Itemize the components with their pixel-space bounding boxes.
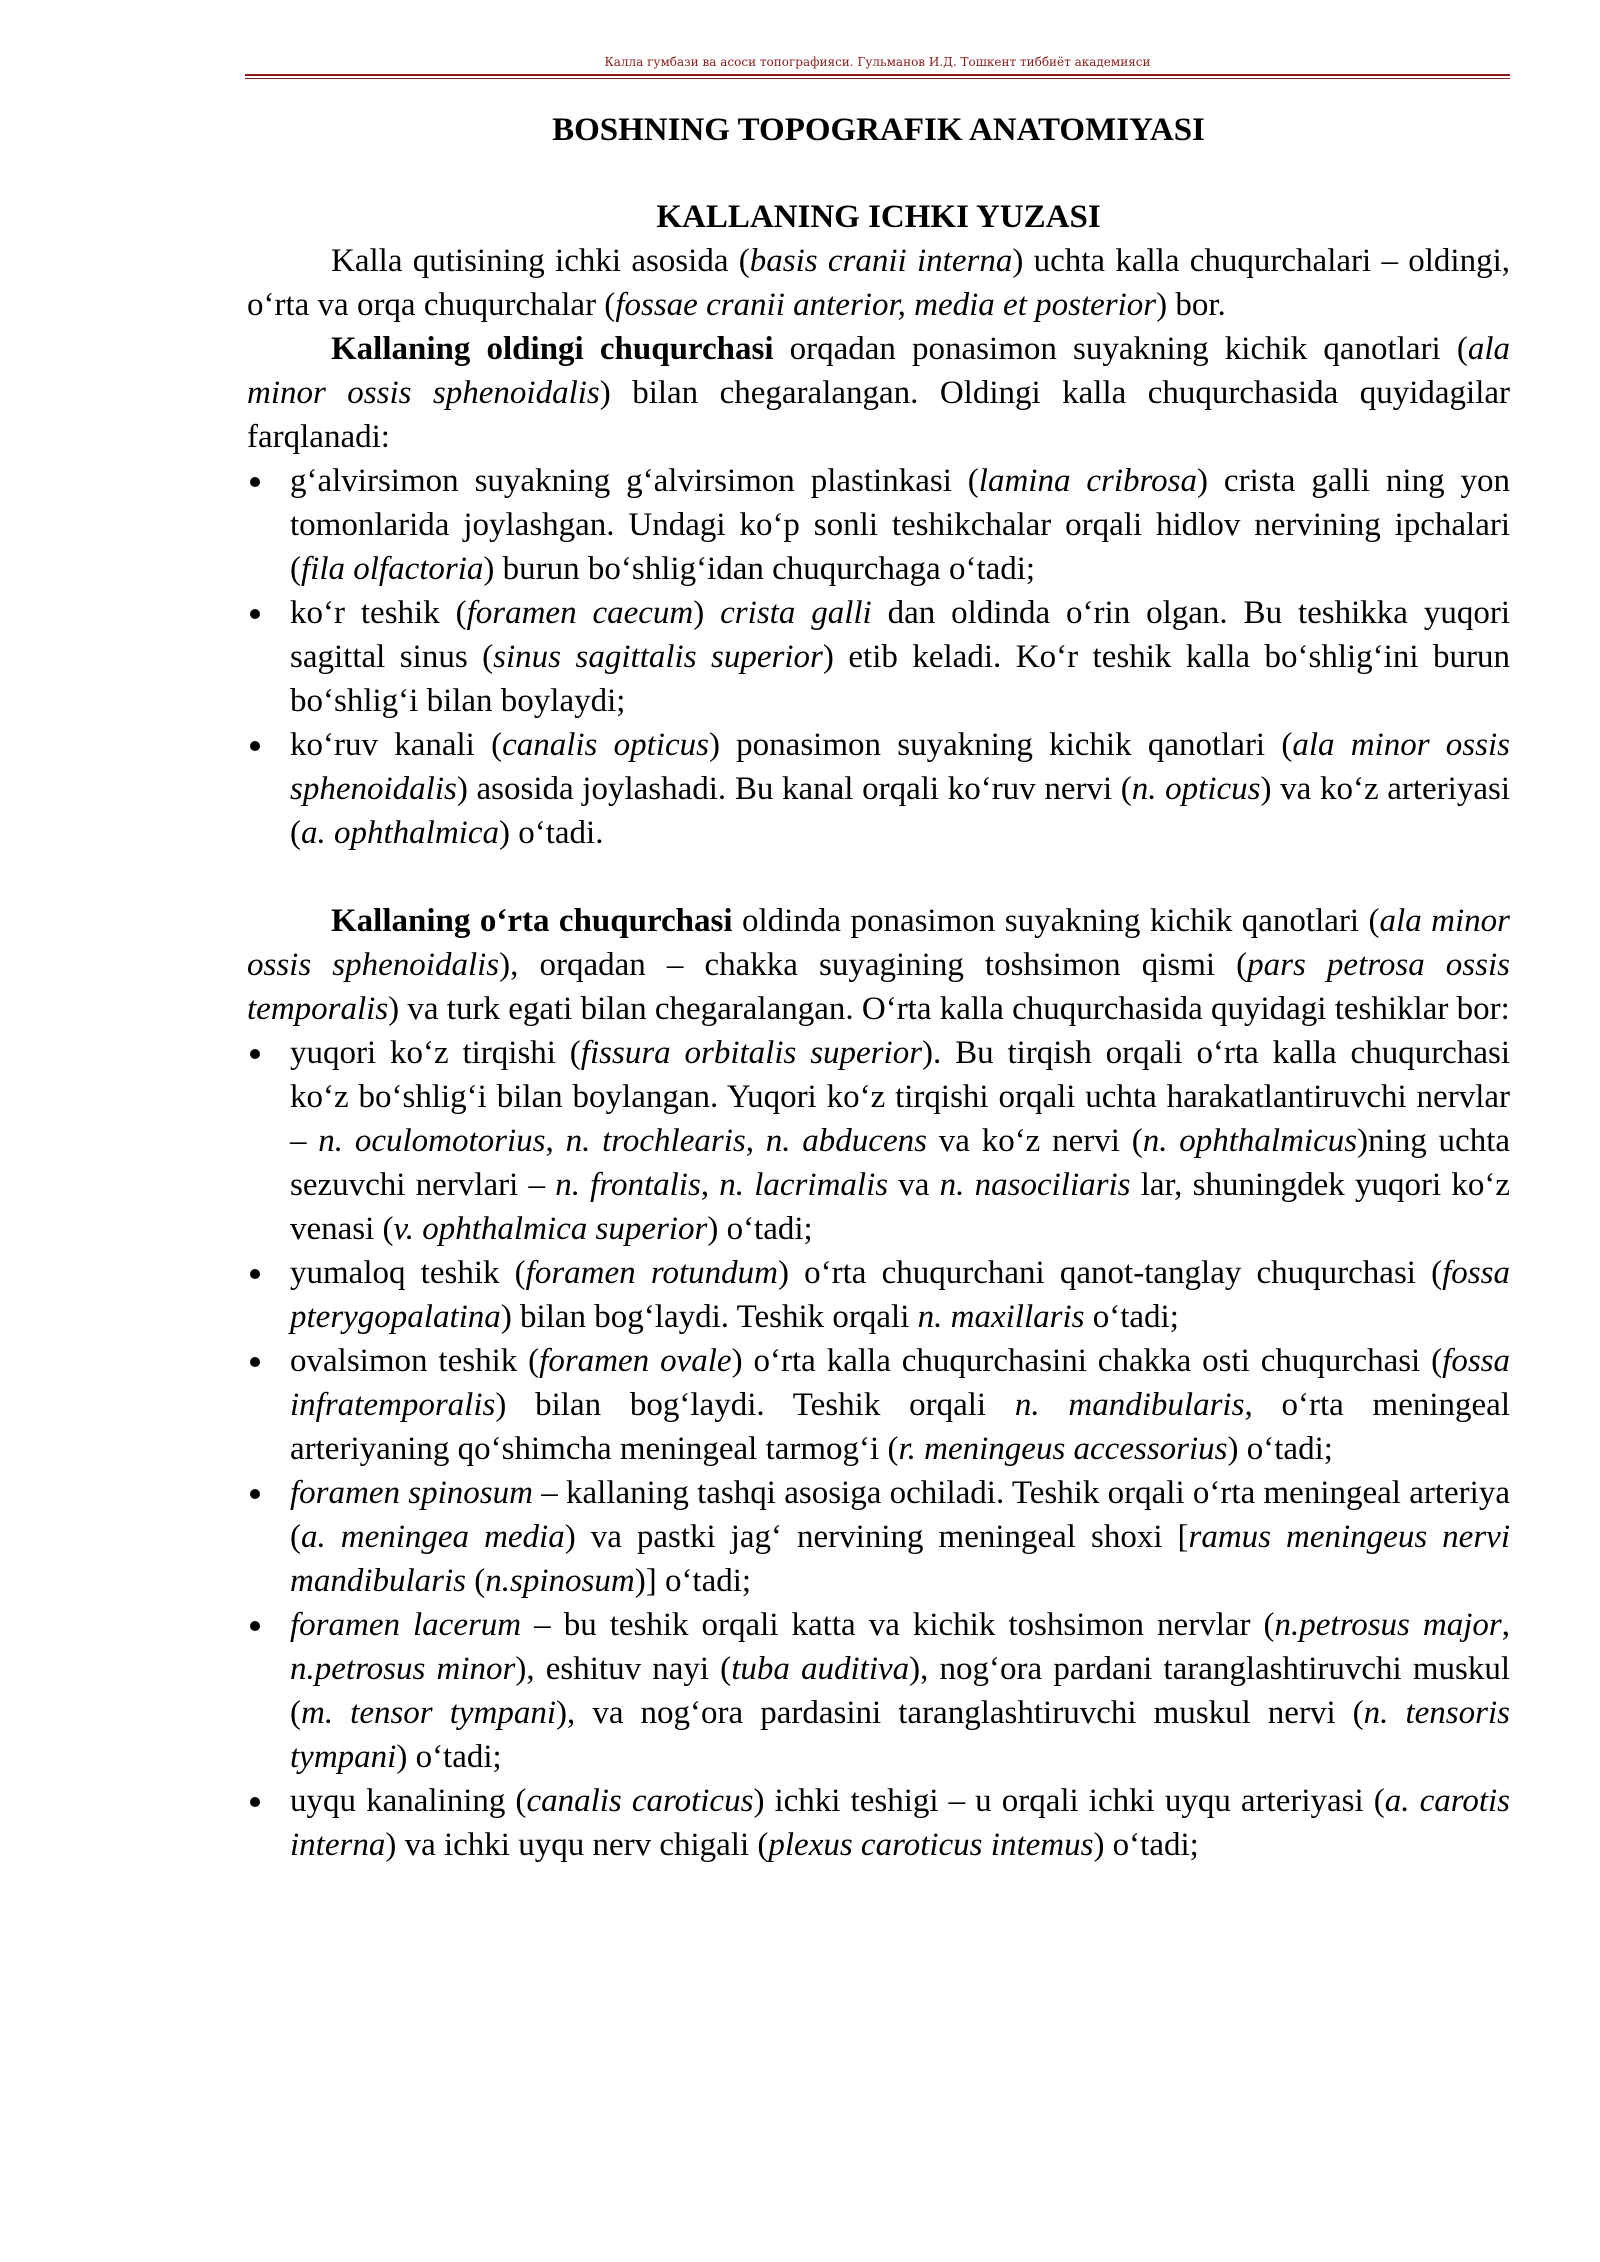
text: ) o‘rta kalla chuqurchasini chakka osti chuqurchasi ( <box>731 1343 1443 1379</box>
list-item <box>247 1031 1510 1251</box>
latin-term: sinus sagittalis superior <box>493 639 823 675</box>
bullet-icon <box>250 1049 260 1059</box>
text: g‘alvirsimon suyakning g‘alvirsimon plastinkasi ( <box>290 463 979 499</box>
text: ) o‘tadi. <box>498 815 604 851</box>
text: )ning uchta sezuvchi nervlari – <box>290 1123 1511 1203</box>
text: ) ichki teshigi – u orqali ichki uyqu arteriyasi ( <box>753 1783 1385 1819</box>
bullet-icon <box>250 477 260 487</box>
latin-term: ala minor ossis sphenoidalis <box>290 727 1510 807</box>
text: ) asosida joylashadi. Bu kanal orqali ko‘ruv nervi ( <box>456 771 1132 807</box>
text: ) etib keladi. Ko‘r teshik kalla bo‘shlig‘ini burun bo‘shlig‘i bilan boylaydi; <box>290 639 1510 719</box>
text: o‘tadi; <box>1084 1299 1179 1335</box>
latin-term: fossa pterygopalatina <box>290 1255 1510 1335</box>
text: ) burun bo‘shlig‘idan chuqurchaga o‘tadi; <box>483 551 1036 587</box>
text: ), eshituv nayi ( <box>515 1651 732 1687</box>
running-header: Калла гумбази ва асоси топографияси. Гульманов И.Д. Тошкент тиббиёт академияси <box>604 55 1151 69</box>
text: oldinda ponasimon suyakning kichik qanotlari ( <box>732 903 1380 939</box>
text: , <box>1501 1607 1510 1643</box>
bold-term: Kallaning o‘rta chuqurchasi <box>331 903 733 939</box>
latin-term: ala minor ossis sphenoidalis <box>247 903 1510 983</box>
document-title: BOSHNING TOPOGRAFIK ANATOMIYASI <box>552 112 1205 148</box>
latin-term: plexus caroticus intemus <box>768 1827 1094 1863</box>
text: ovalsimon teshik ( <box>290 1343 540 1379</box>
latin-term: foramen ovale <box>539 1343 732 1379</box>
latin-term: fissura orbitalis superior <box>580 1035 923 1071</box>
latin-term: fossa infratemporalis <box>290 1343 1511 1423</box>
text: ) o‘rta chuqurchani qanot-tanglay chuqurchasi ( <box>777 1255 1443 1291</box>
bullet-icon <box>250 1489 260 1499</box>
text: ) o‘tadi; <box>1093 1827 1199 1863</box>
latin-term: a. carotis interna <box>290 1783 1511 1863</box>
paragraph-gap <box>247 855 1510 899</box>
latin-term: pars petrosa ossis temporalis <box>247 947 1510 1027</box>
text: , o‘rta meningeal arteriyaning qo‘shimcha meningeal tarmog‘i ( <box>290 1387 1510 1467</box>
text: ) va turk egati bilan chegaralangan. O‘rta kalla chuqurchasida quyidagi teshiklar bor: <box>388 991 1510 1027</box>
bullet-icon <box>250 741 260 751</box>
latin-term: n. maxillaris <box>917 1299 1085 1335</box>
latin-term: basis cranii interna <box>749 243 1013 279</box>
latin-term: m. tensor tympani <box>301 1695 557 1731</box>
list-item <box>247 723 1510 855</box>
latin-term: foramen rotundum <box>525 1255 778 1291</box>
section-title: KALLANING ICHKI YUZASI <box>656 199 1101 235</box>
anterior-fossa-list <box>247 459 1510 855</box>
latin-term: n. lacrimalis <box>719 1167 889 1203</box>
anterior-fossa-paragraph <box>247 327 1510 459</box>
latin-term: fila olfactoria <box>301 551 484 587</box>
list-item <box>247 1471 1510 1603</box>
text: ) bilan chegaralangan. Oldingi kalla chuqurchasida quyidagilar farqlanadi: <box>247 375 1511 455</box>
text: )] o‘tadi; <box>634 1563 752 1599</box>
text: va ko‘z nervi ( <box>926 1123 1143 1159</box>
text: orqadan ponasimon suyakning kichik qanotlari ( <box>773 331 1468 367</box>
text: – bu teshik orqali katta va kichik toshsimon nervlar ( <box>521 1607 1275 1643</box>
latin-term: canalis caroticus <box>526 1783 754 1819</box>
text: ) o‘tadi; <box>707 1211 813 1247</box>
text: ) bilan bog‘laydi. Teshik orqali <box>495 1387 1015 1423</box>
latin-term: n.petrosus major <box>1274 1607 1502 1643</box>
latin-term: a. ophthalmica <box>301 815 499 851</box>
latin-term: n. opticus <box>1131 771 1261 807</box>
text: uyqu kanalining ( <box>290 1783 527 1819</box>
document-body <box>247 108 1510 1867</box>
text: dan oldinda o‘rin olgan. Bu teshikka yuqori sagittal sinus ( <box>290 595 1510 675</box>
intro-paragraph <box>247 239 1510 327</box>
text: , <box>700 1167 720 1203</box>
latin-term: n. nasociliaris <box>939 1167 1131 1203</box>
text: Kalla qutisining ichki asosida ( <box>331 243 750 279</box>
text: ) o‘tadi; <box>1227 1431 1333 1467</box>
latin-term: tuba auditiva <box>731 1651 910 1687</box>
text: ) bilan bog‘laydi. Teshik orqali <box>500 1299 918 1335</box>
latin-term: foramen caecum <box>466 595 694 631</box>
text: lar, shuningdek yuqori ko‘z venasi ( <box>290 1167 1511 1247</box>
list-item <box>247 459 1510 591</box>
middle-fossa-list <box>247 1031 1510 1867</box>
latin-term: r. meningeus accessorius <box>898 1431 1228 1467</box>
text: ) va ichki uyqu nerv chigali ( <box>385 1827 769 1863</box>
latin-term: n. ophthalmicus <box>1142 1123 1358 1159</box>
list-item <box>247 591 1510 723</box>
text: ( <box>466 1563 486 1599</box>
bullet-icon <box>250 1357 260 1367</box>
bullet-icon <box>250 1621 260 1631</box>
text: ), nog‘ora pardani taranglashtiruvchi muskul ( <box>290 1651 1510 1731</box>
text: va <box>888 1167 940 1203</box>
latin-term: n. frontalis <box>555 1167 701 1203</box>
text: yumaloq teshik ( <box>290 1255 526 1291</box>
latin-term: n. mandibularis <box>1014 1387 1245 1423</box>
text: ) <box>693 595 721 631</box>
text: ) va ko‘z arteriyasi ( <box>290 771 1511 851</box>
header-rule <box>245 74 1510 79</box>
text: , <box>545 1123 566 1159</box>
text: ), va nog‘ora pardasini taranglashtiruvchi muskul nervi ( <box>556 1695 1364 1731</box>
latin-term: n.petrosus minor <box>290 1651 516 1687</box>
latin-term: n. tensoris tympani <box>290 1695 1510 1775</box>
bullet-icon <box>250 1797 260 1807</box>
list-item <box>247 1251 1510 1339</box>
latin-term: a. meningea media <box>301 1519 565 1555</box>
text: – kallaning tashqi asosiga ochiladi. Teshik orqali o‘rta meningeal arteriya ( <box>290 1475 1510 1555</box>
latin-term: fossae cranii anterior, media et posterior <box>615 287 1157 323</box>
text: ) ponasimon suyakning kichik qanotlari ( <box>708 727 1293 763</box>
latin-term: n. trochlearis <box>565 1123 746 1159</box>
latin-term: lamina cribrosa <box>978 463 1198 499</box>
latin-term: ala minor ossis sphenoidalis <box>247 331 1510 411</box>
latin-term: foramen spinosum <box>290 1475 533 1511</box>
text: yuqori ko‘z tirqishi ( <box>290 1035 581 1071</box>
text: ) bor. <box>1156 287 1226 323</box>
text: ) crista galli ning yon tomonlarida joylashgan. Undagi ko‘p sonli teshikchalar orqali hidlov nervining ipchalari ( <box>290 463 1510 587</box>
latin-term: n. abducens <box>765 1123 927 1159</box>
latin-term: n. oculomotorius <box>318 1123 546 1159</box>
list-item <box>247 1779 1510 1867</box>
text: ), orqadan – chakka suyagining toshsimon qismi ( <box>499 947 1248 983</box>
text: ) uchta kalla chuqurchalari – oldingi, o‘rta va orqa chuqurchalar ( <box>247 243 1510 323</box>
text: ) va pastki jag‘ nervining meningeal shoxi [ <box>564 1519 1189 1555</box>
latin-term: v. ophthalmica superior <box>393 1211 708 1247</box>
text: , <box>745 1123 766 1159</box>
text: ). Bu tirqish orqali o‘rta kalla chuqurchasi ko‘z bo‘shlig‘i bilan boylangan. Yuqori ko‘z tirqishi orqali uchta harakatlantiruvchi nervlar – <box>290 1035 1510 1159</box>
list-item <box>247 1339 1510 1471</box>
middle-fossa-paragraph <box>247 899 1510 1031</box>
latin-term: ramus meningeus nervi mandibularis <box>290 1519 1510 1599</box>
bold-term: Kallaning oldingi chuqurchasi <box>331 331 774 367</box>
latin-term: canalis opticus <box>502 727 709 763</box>
text: ) o‘tadi; <box>396 1739 502 1775</box>
bullet-icon <box>250 609 260 619</box>
latin-term: crista galli <box>720 595 872 631</box>
latin-term: n.spinosum <box>485 1563 635 1599</box>
bullet-icon <box>250 1269 260 1279</box>
text: ko‘ruv kanali ( <box>290 727 503 763</box>
text: ko‘r teshik ( <box>290 595 467 631</box>
list-item <box>247 1603 1510 1779</box>
latin-term: foramen lacerum <box>290 1607 522 1643</box>
